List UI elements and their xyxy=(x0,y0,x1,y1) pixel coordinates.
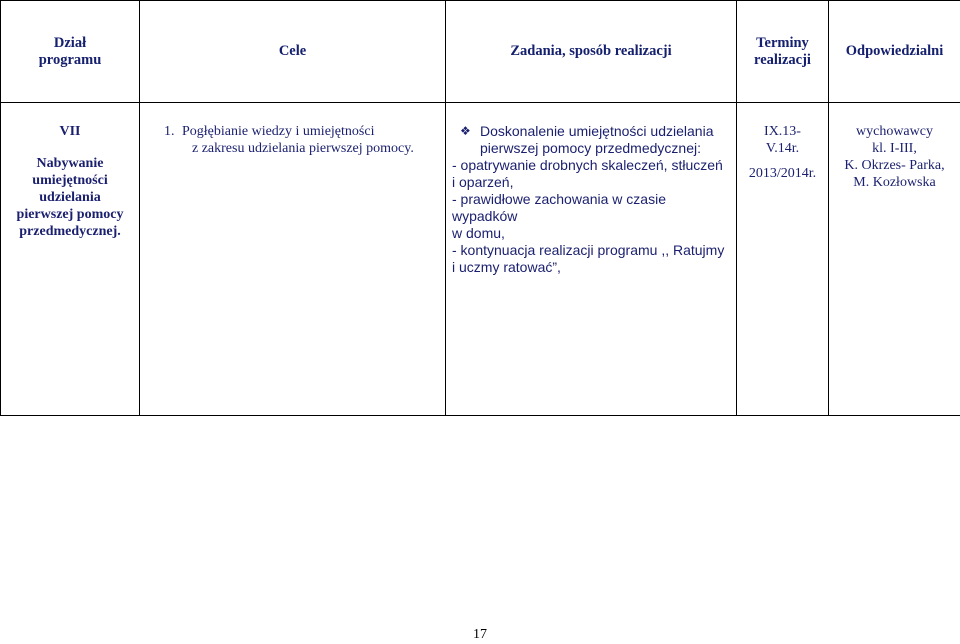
section-title-line: udzielania xyxy=(39,190,101,205)
header-text: Zadania, sposób realizacji xyxy=(510,43,672,59)
task-item: - kontynuacja realizacji programu ,, Ratujmy xyxy=(452,242,725,258)
responsible-line: K. Okrzes- Parka, xyxy=(844,158,945,173)
term-line: V.14r. xyxy=(765,141,800,156)
responsible-line: kl. I-III, xyxy=(872,141,917,156)
page-number: 17 xyxy=(473,627,487,642)
section-title-line: przedmedycznej. xyxy=(19,224,121,239)
header-text: realizacji xyxy=(754,51,811,68)
section-title-line: Nabywanie xyxy=(36,156,104,171)
header-text: Odpowiedzialni xyxy=(845,43,944,59)
table-row xyxy=(1,103,960,416)
diamond-bullet-icon: ❖ xyxy=(460,124,471,138)
section-number: VII xyxy=(59,124,81,139)
header-dzial-programu xyxy=(1,1,140,103)
header-text: Cele xyxy=(278,43,307,59)
task-item: i uczmy ratować”, xyxy=(452,259,561,275)
term-line: IX.13- xyxy=(764,124,801,139)
term-cell xyxy=(737,103,829,416)
header-text: Terminy xyxy=(756,34,809,51)
section-title-line: umiejętności xyxy=(32,173,108,188)
header-zadania xyxy=(446,1,737,103)
task-line: Doskonalenie umiejętności udzielania xyxy=(480,123,714,139)
responsible-line: M. Kozłowska xyxy=(853,175,936,190)
goal-cell xyxy=(140,103,446,416)
responsible-line: wychowawcy xyxy=(856,124,933,139)
section-title-line: pierwszej pomocy xyxy=(16,207,124,222)
goal-line: Pogłębianie wiedzy i umiejętności xyxy=(182,124,375,139)
term-line: 2013/2014r. xyxy=(748,166,817,181)
header-row xyxy=(1,1,960,103)
responsible-cell xyxy=(829,103,960,416)
goal-number: 1. xyxy=(164,124,175,139)
section-cell xyxy=(1,103,140,416)
task-line: pierwszej pomocy przedmedycznej: xyxy=(480,140,701,156)
task-item: w domu, xyxy=(452,225,505,241)
task-item: i oparzeń, xyxy=(452,174,514,190)
header-odpowiedzialni xyxy=(829,1,960,103)
header-text: programu xyxy=(38,51,102,68)
task-item: - prawidłowe zachowania w czasie wypadków xyxy=(452,191,666,224)
task-item: - opatrywanie drobnych skaleczeń, stłuczeń xyxy=(452,157,723,173)
header-terminy xyxy=(737,1,829,103)
header-text: Dział xyxy=(53,34,87,51)
goal-line: z zakresu udzielania pierwszej pomocy. xyxy=(192,141,414,156)
header-cele xyxy=(140,1,446,103)
task-cell xyxy=(446,103,737,416)
